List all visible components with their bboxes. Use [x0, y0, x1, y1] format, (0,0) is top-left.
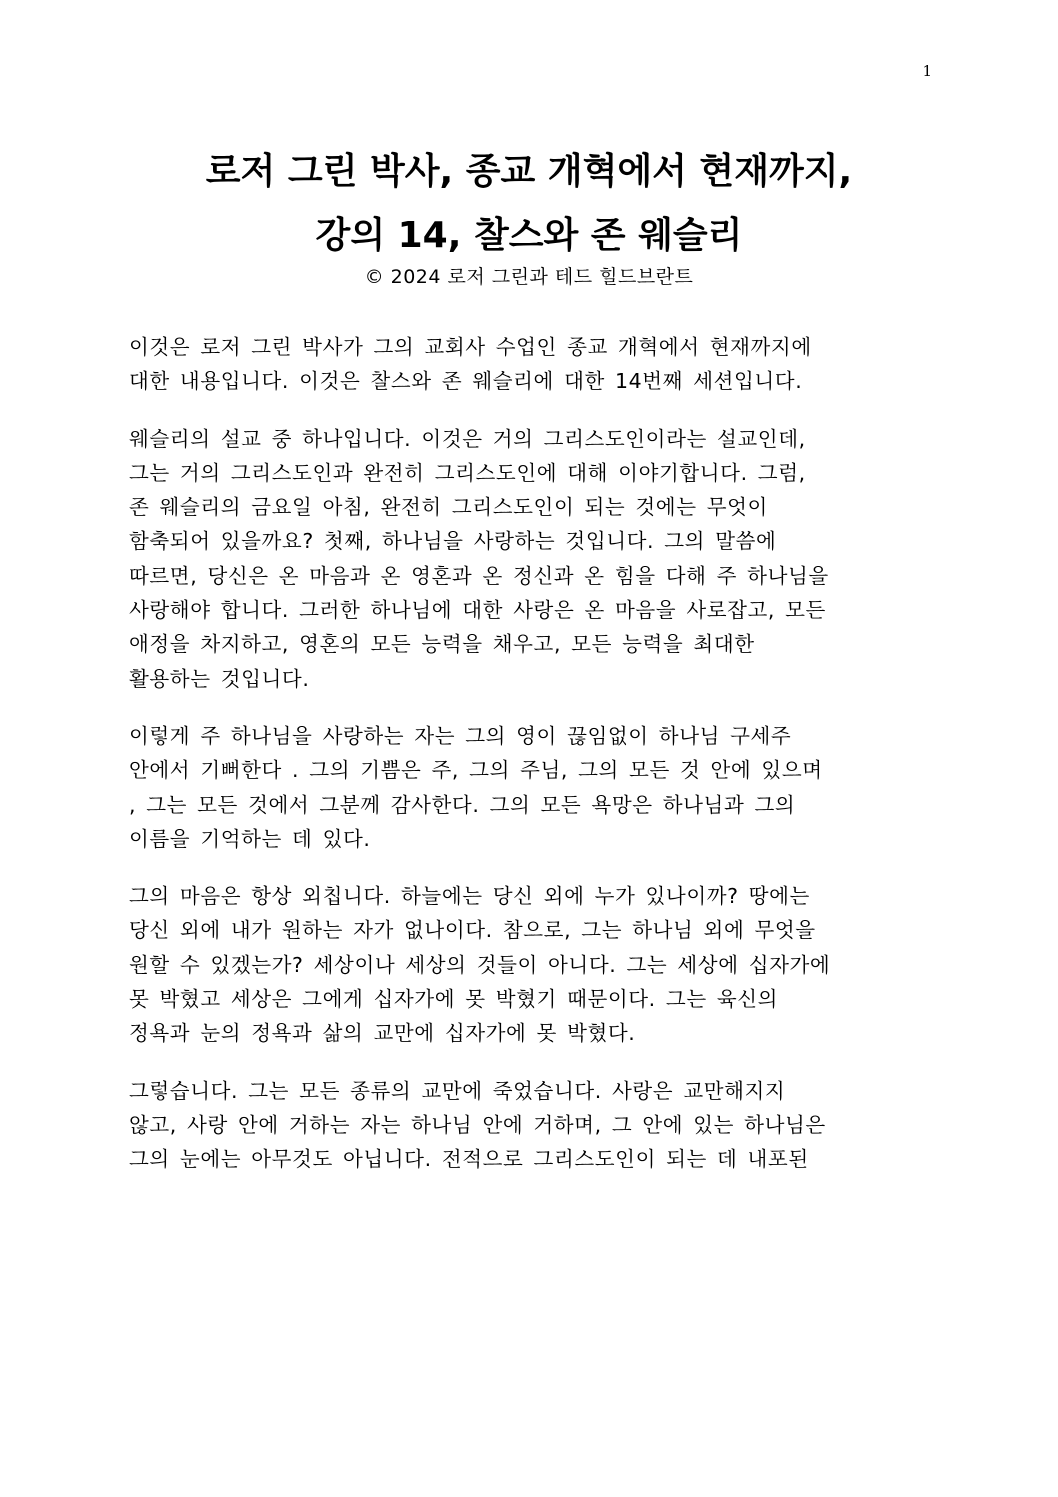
- text-line: 활용하는 것입니다.: [129, 666, 310, 691]
- text-line: 못 박혔고 세상은 그에게 십자가에 못 박혔기 때문이다. 그는 육신의: [129, 987, 779, 1012]
- text-line: 그의 눈에는 아무것도 아닙니다. 전적으로 그리스도인이 되는 데 내포된: [129, 1147, 809, 1172]
- text-line: 존 웨슬리의 금요일 아침, 완전히 그리스도인이 되는 것에는 무엇이: [129, 495, 768, 520]
- text-line: 그렇습니다. 그는 모든 종류의 교만에 죽었습니다. 사랑은 교만해지지: [129, 1078, 786, 1103]
- text-line: 따르면, 당신은 온 마음과 온 영혼과 온 정신과 온 힘을 다해 주 하나님을: [129, 563, 829, 588]
- paragraph-3: [129, 719, 929, 856]
- text-line: 이렇게 주 하나님을 사랑하는 자는 그의 영이 끊임없이 하나님 구세주: [129, 723, 792, 748]
- title-line-1: 로저 그린 박사, 종교 개혁에서 현재까지,: [205, 151, 853, 192]
- paragraph-2: [129, 422, 929, 696]
- document-title: [0, 140, 1058, 268]
- text-line: 웨슬리의 설교 중 하나입니다. 이것은 거의 그리스도인이라는 설교인데,: [129, 426, 806, 451]
- paragraph-1: [129, 330, 929, 399]
- text-line: 그의 마음은 항상 외칩니다. 하늘에는 당신 외에 누가 있나이까? 땅에는: [129, 884, 810, 909]
- text-line: , 그는 모든 것에서 그분께 감사한다. 그의 모든 욕망은 하나님과 그의: [129, 792, 796, 817]
- text-line: 함축되어 있을까요? 첫째, 하나님을 사랑하는 것입니다. 그의 말씀에: [129, 529, 777, 554]
- text-line: 애정을 차지하고, 영혼의 모든 능력을 채우고, 모든 능력을 최대한: [129, 632, 755, 657]
- text-line: 사랑해야 합니다. 그러한 하나님에 대한 사랑은 온 마음을 사로잡고, 모든: [129, 598, 826, 623]
- paragraph-5: [129, 1074, 929, 1177]
- text-line: 당신 외에 내가 원하는 자가 없나이다. 참으로, 그는 하나님 외에 무엇을: [129, 918, 816, 943]
- text-line: 이것은 로저 그린 박사가 그의 교회사 수업인 종교 개혁에서 현재까지에: [129, 335, 812, 359]
- page-number: 1: [922, 62, 932, 80]
- paragraph-4: [129, 879, 929, 1050]
- text-line: 정욕과 눈의 정욕과 삶의 교만에 십자가에 못 박혔다.: [129, 1021, 636, 1046]
- text-line: 이름을 기억하는 데 있다.: [129, 826, 371, 851]
- text-line: 원할 수 있겠는가? 세상이나 세상의 것들이 아니다. 그는 세상에 십자가에: [129, 952, 831, 977]
- copyright-notice: © 2024 로저 그린과 테드 힐드브란트: [364, 266, 694, 288]
- text-line: 대한 내용입니다. 이것은 찰스와 존 웨슬리에 대한 14번째 세션입니다.: [129, 369, 803, 394]
- text-line: 안에서 기뻐한다 . 그의 기쁨은 주, 그의 주님, 그의 모든 것 안에 있으며: [129, 758, 823, 783]
- title-line-2: 강의 14, 찰스와 존 웨슬리: [315, 215, 743, 256]
- text-line: 않고, 사랑 안에 거하는 자는 하나님 안에 거하며, 그 안에 있는 하나님은: [129, 1112, 826, 1137]
- text-line: 그는 거의 그리스도인과 완전히 그리스도인에 대해 이야기합니다. 그럼,: [129, 460, 806, 485]
- document-body: [129, 330, 929, 1200]
